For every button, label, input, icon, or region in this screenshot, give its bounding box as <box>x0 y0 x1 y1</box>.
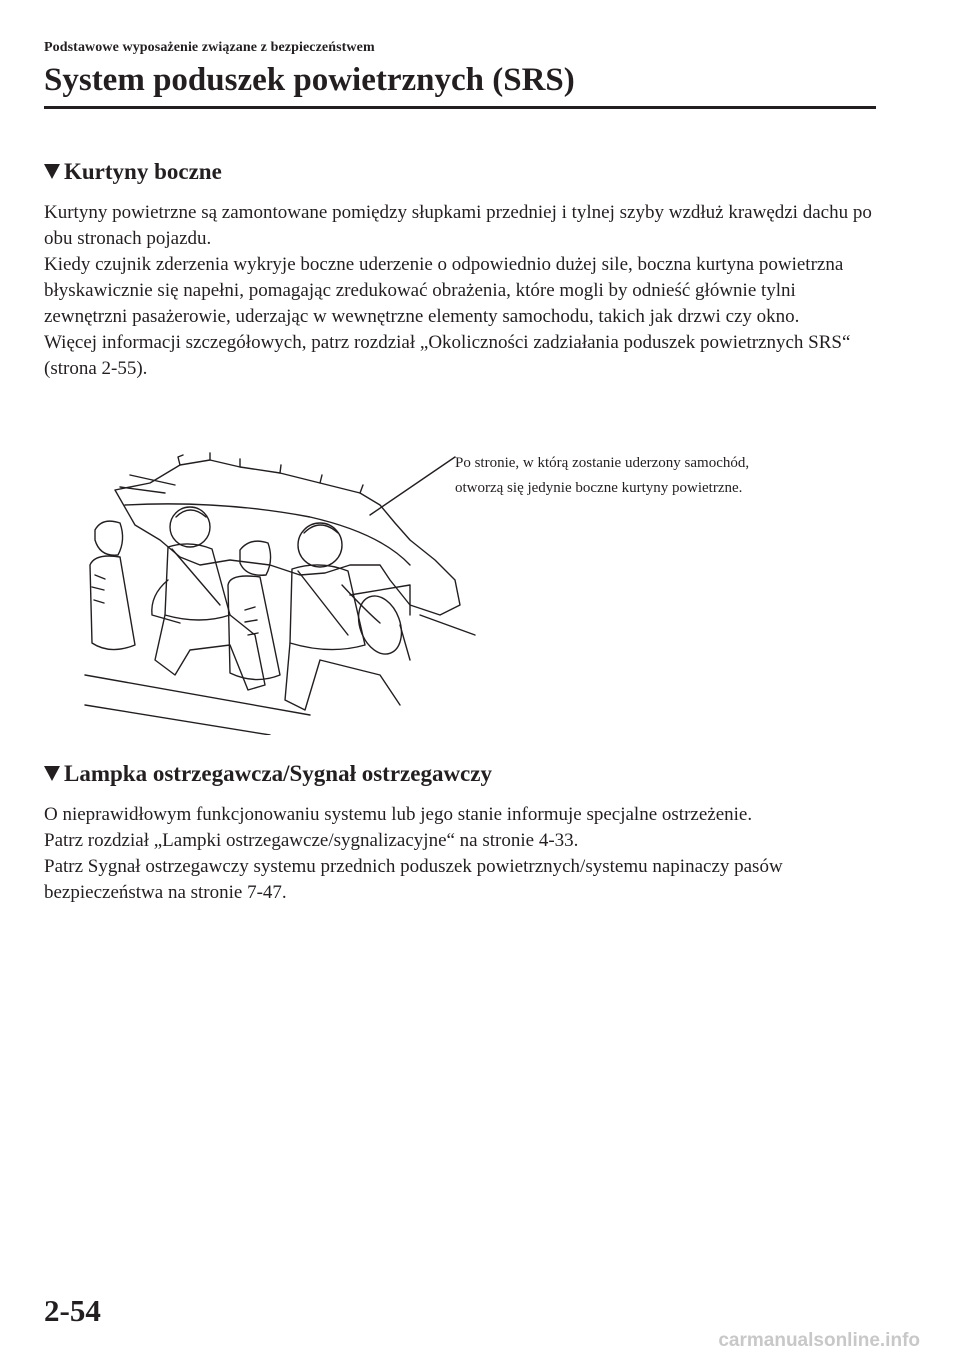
curtains-body <box>44 200 880 382</box>
figure-caption <box>455 451 875 501</box>
page-number: 2-54 <box>44 1293 101 1328</box>
paragraph: Więcej informacji szczegółowych, patrz rozdział „Okoliczności zadziałania poduszek powietrznych SRS“ (strona 2-55). <box>44 332 851 379</box>
caption-line: otworzą się jedynie boczne kurtyny powietrzne. <box>455 480 743 496</box>
watermark: carmanualsonline.info <box>718 1330 920 1351</box>
triangle-down-icon <box>44 164 60 179</box>
paragraph: Kiedy czujnik zderzenia wykryje boczne uderzenie o odpowiednio dużej sile, boczna kurtyna powietrzna błyskawicznie się napełni, pomagając zredukować obrażenia, które mogli by odnieść głównie tylni zewnętrzni pasażerowie, uderzając w wewnętrzne elementy samochodu, takich jak drzwi czy okno. <box>44 254 844 327</box>
section-heading-label: Lampka ostrzegawcza/Sygnał ostrzegawczy <box>64 761 492 786</box>
paragraph: O nieprawidłowym funkcjonowaniu systemu lub jego stanie informuje specjalne ostrzeżenie. <box>44 804 753 825</box>
caption-line: Po stronie, w którą zostanie uderzony samochód, <box>455 455 750 471</box>
triangle-down-icon <box>44 766 60 781</box>
paragraph: Patrz Sygnał ostrzegawczy systemu przednich poduszek powietrznych/systemu napinaczy pasów bezpieczeństwa na stronie 7-47. <box>44 856 783 903</box>
title-divider <box>44 106 876 109</box>
section-heading-warning-light <box>44 760 492 788</box>
warning-body <box>44 802 880 906</box>
chapter-header: Podstawowe wyposażenie związane z bezpieczeństwem <box>44 40 375 55</box>
page-title: System poduszek powietrznych (SRS) <box>44 62 575 98</box>
section-heading-label: Kurtyny boczne <box>64 159 222 184</box>
section-heading-curtains <box>44 158 222 186</box>
paragraph: Kurtyny powietrzne są zamontowane pomiędzy słupkami przedniej i tylnej szyby wzdłuż krawędzi dachu po obu stronach pojazdu. <box>44 202 872 249</box>
paragraph: Patrz rozdział „Lampki ostrzegawcze/sygnalizacyjne“ na stronie 4-33. <box>44 830 579 851</box>
curtain-airbag-illustration <box>80 445 480 735</box>
